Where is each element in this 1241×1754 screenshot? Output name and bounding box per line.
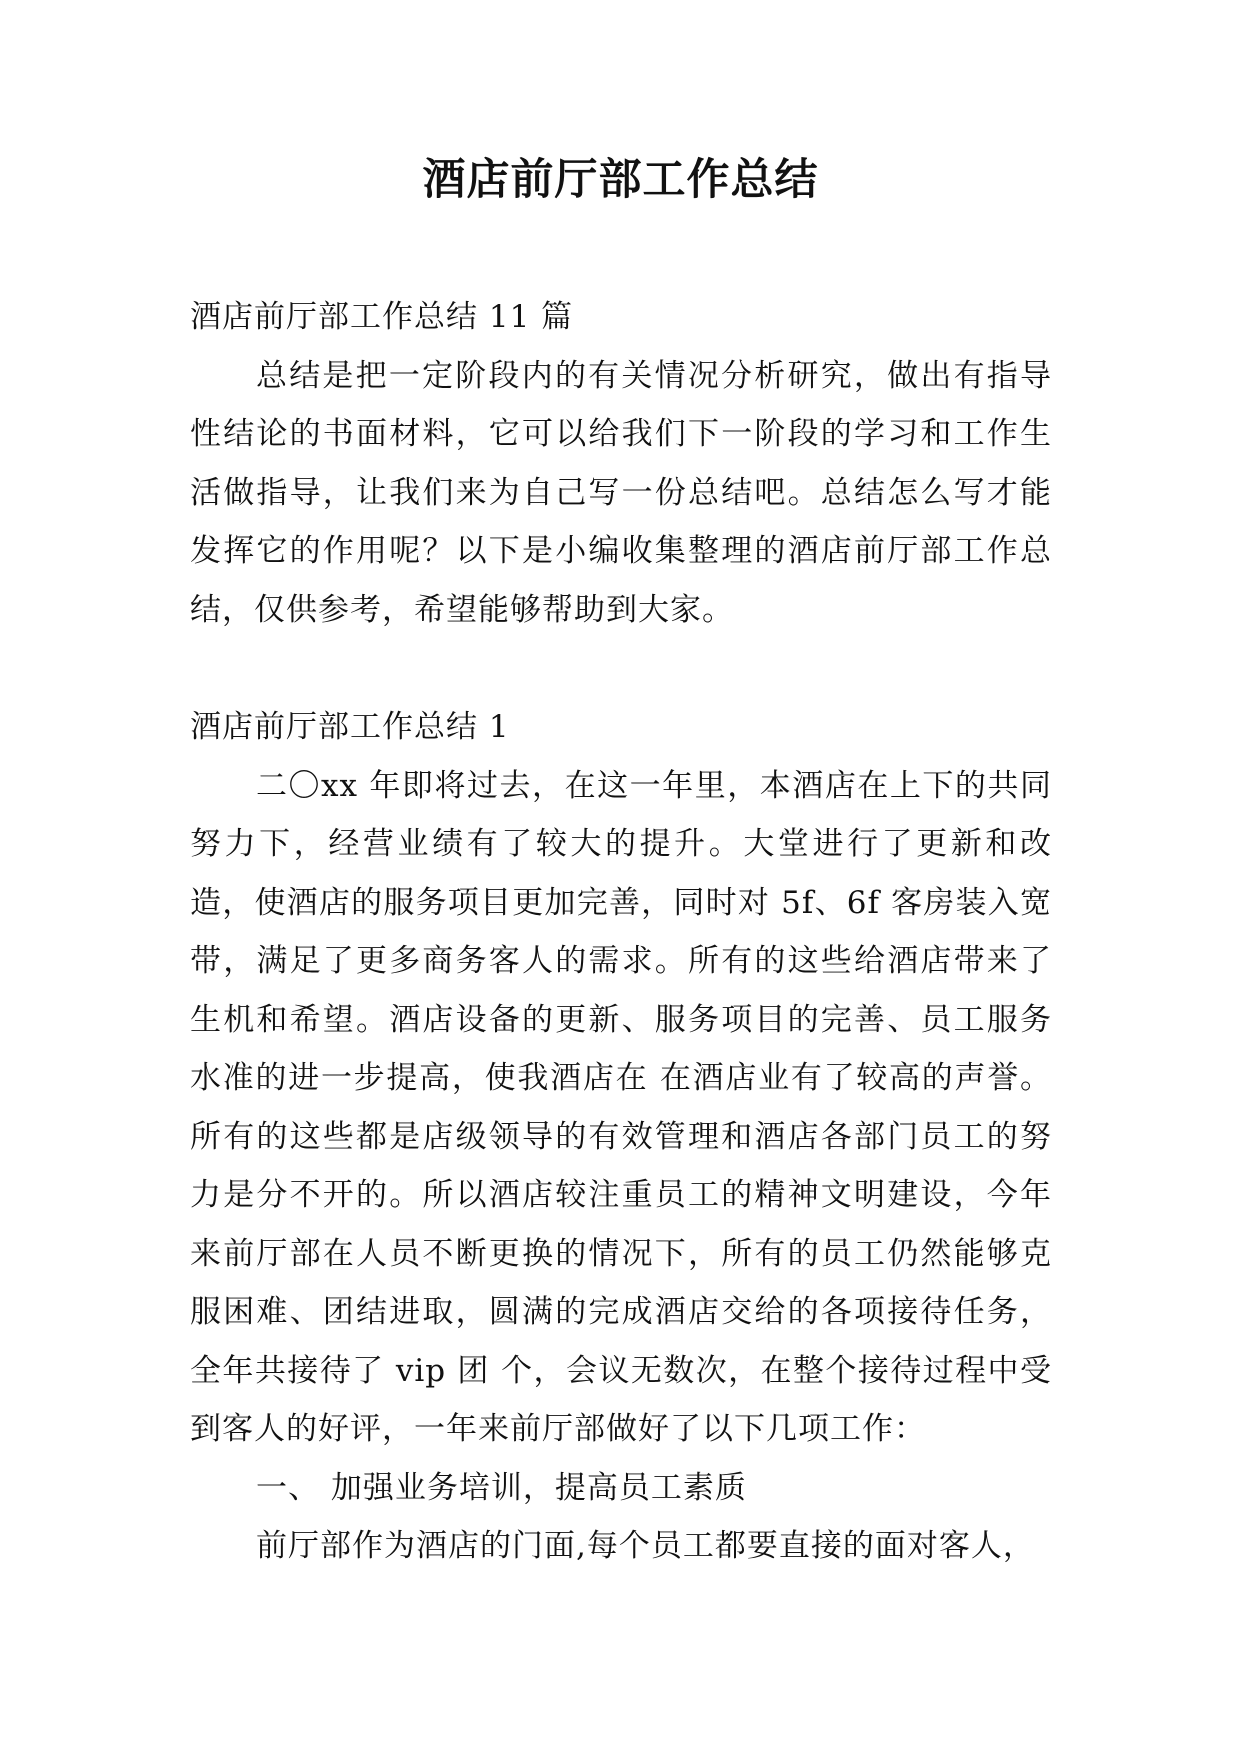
body-paragraph-1: 二〇xx 年即将过去，在这一年里，本酒店在上下的共同努力下，经营业绩有了较大的提升。大堂进行了更新和改造，使酒店的服务项目更加完善，同时对 5f、6f 客房装入宽带，满足了更多商务客人的需求。所有的这些给酒店带来了生机和希望。酒店设备的更新、服务项目的完善、员工服务水准的进一步提高，使我酒店在 在酒店业有了较高的声誉。所有的这些都是店级领导的有效管理和酒店各部门员工的努力是分不开的。所以酒店较注重员工的精神文明建设，今年来前厅部在人员不断更换的情况下，所有的员工仍然能够克服困难、团结进取，圆满的完成酒店交给的各项接待任务，全年共接待了 vip 团 个，会议无数次，在整个接待过程中受到客人的好评，一年来前厅部做好了以下几项工作： xyxy=(190,767,1052,1447)
intro-paragraph: 总结是把一定阶段内的有关情况分析研究，做出有指导性结论的书面材料，它可以给我们下一阶段的学习和工作生活做指导，让我们来为自己写一份总结吧。总结怎么写才能发挥它的作用呢？以下是小编收集整理的酒店前厅部工作总结，仅供参考，希望能够帮助到大家。 xyxy=(190,357,1052,628)
document-title: 酒店前厅部工作总结 xyxy=(422,155,819,205)
body-paragraph-2: 前厅部作为酒店的门面,每个员工都要直接的面对客人， xyxy=(256,1528,1035,1564)
document-body xyxy=(190,288,1052,1576)
point-heading: 一、 加强业务培训，提高员工素质 xyxy=(256,1469,747,1506)
paragraph-gap xyxy=(190,639,1052,698)
document-subtitle: 酒店前厅部工作总结 11 篇 xyxy=(190,299,574,335)
section-heading: 酒店前厅部工作总结 1 xyxy=(190,709,510,745)
